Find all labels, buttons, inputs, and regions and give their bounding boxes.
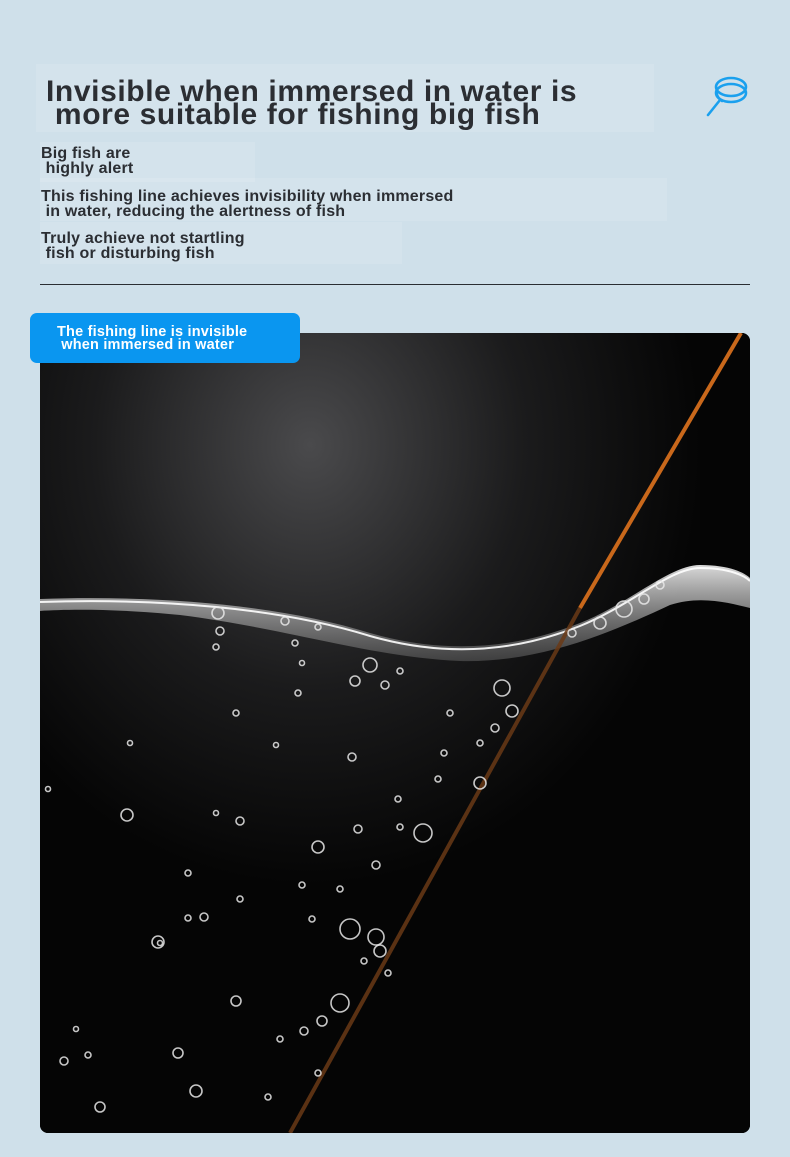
note-alert: Big fish are highly alert <box>41 145 134 177</box>
underwater-photo <box>40 333 750 1133</box>
note-invisibility: This fishing line achieves invisibility when immersed in water, reducing the alertness of fish <box>41 188 454 220</box>
note-not-startling: Truly achieve not startling fish or disturbing fish <box>41 230 245 262</box>
headline: Invisible when immersed in water is more suitable for fishing big fish <box>46 75 578 131</box>
badge-text: The fishing line is invisible when immersed in water <box>57 324 248 353</box>
water-backdrop <box>40 333 750 1133</box>
divider <box>40 284 750 285</box>
invisible-badge <box>30 313 300 363</box>
fishing-line-coil-icon <box>704 74 750 120</box>
